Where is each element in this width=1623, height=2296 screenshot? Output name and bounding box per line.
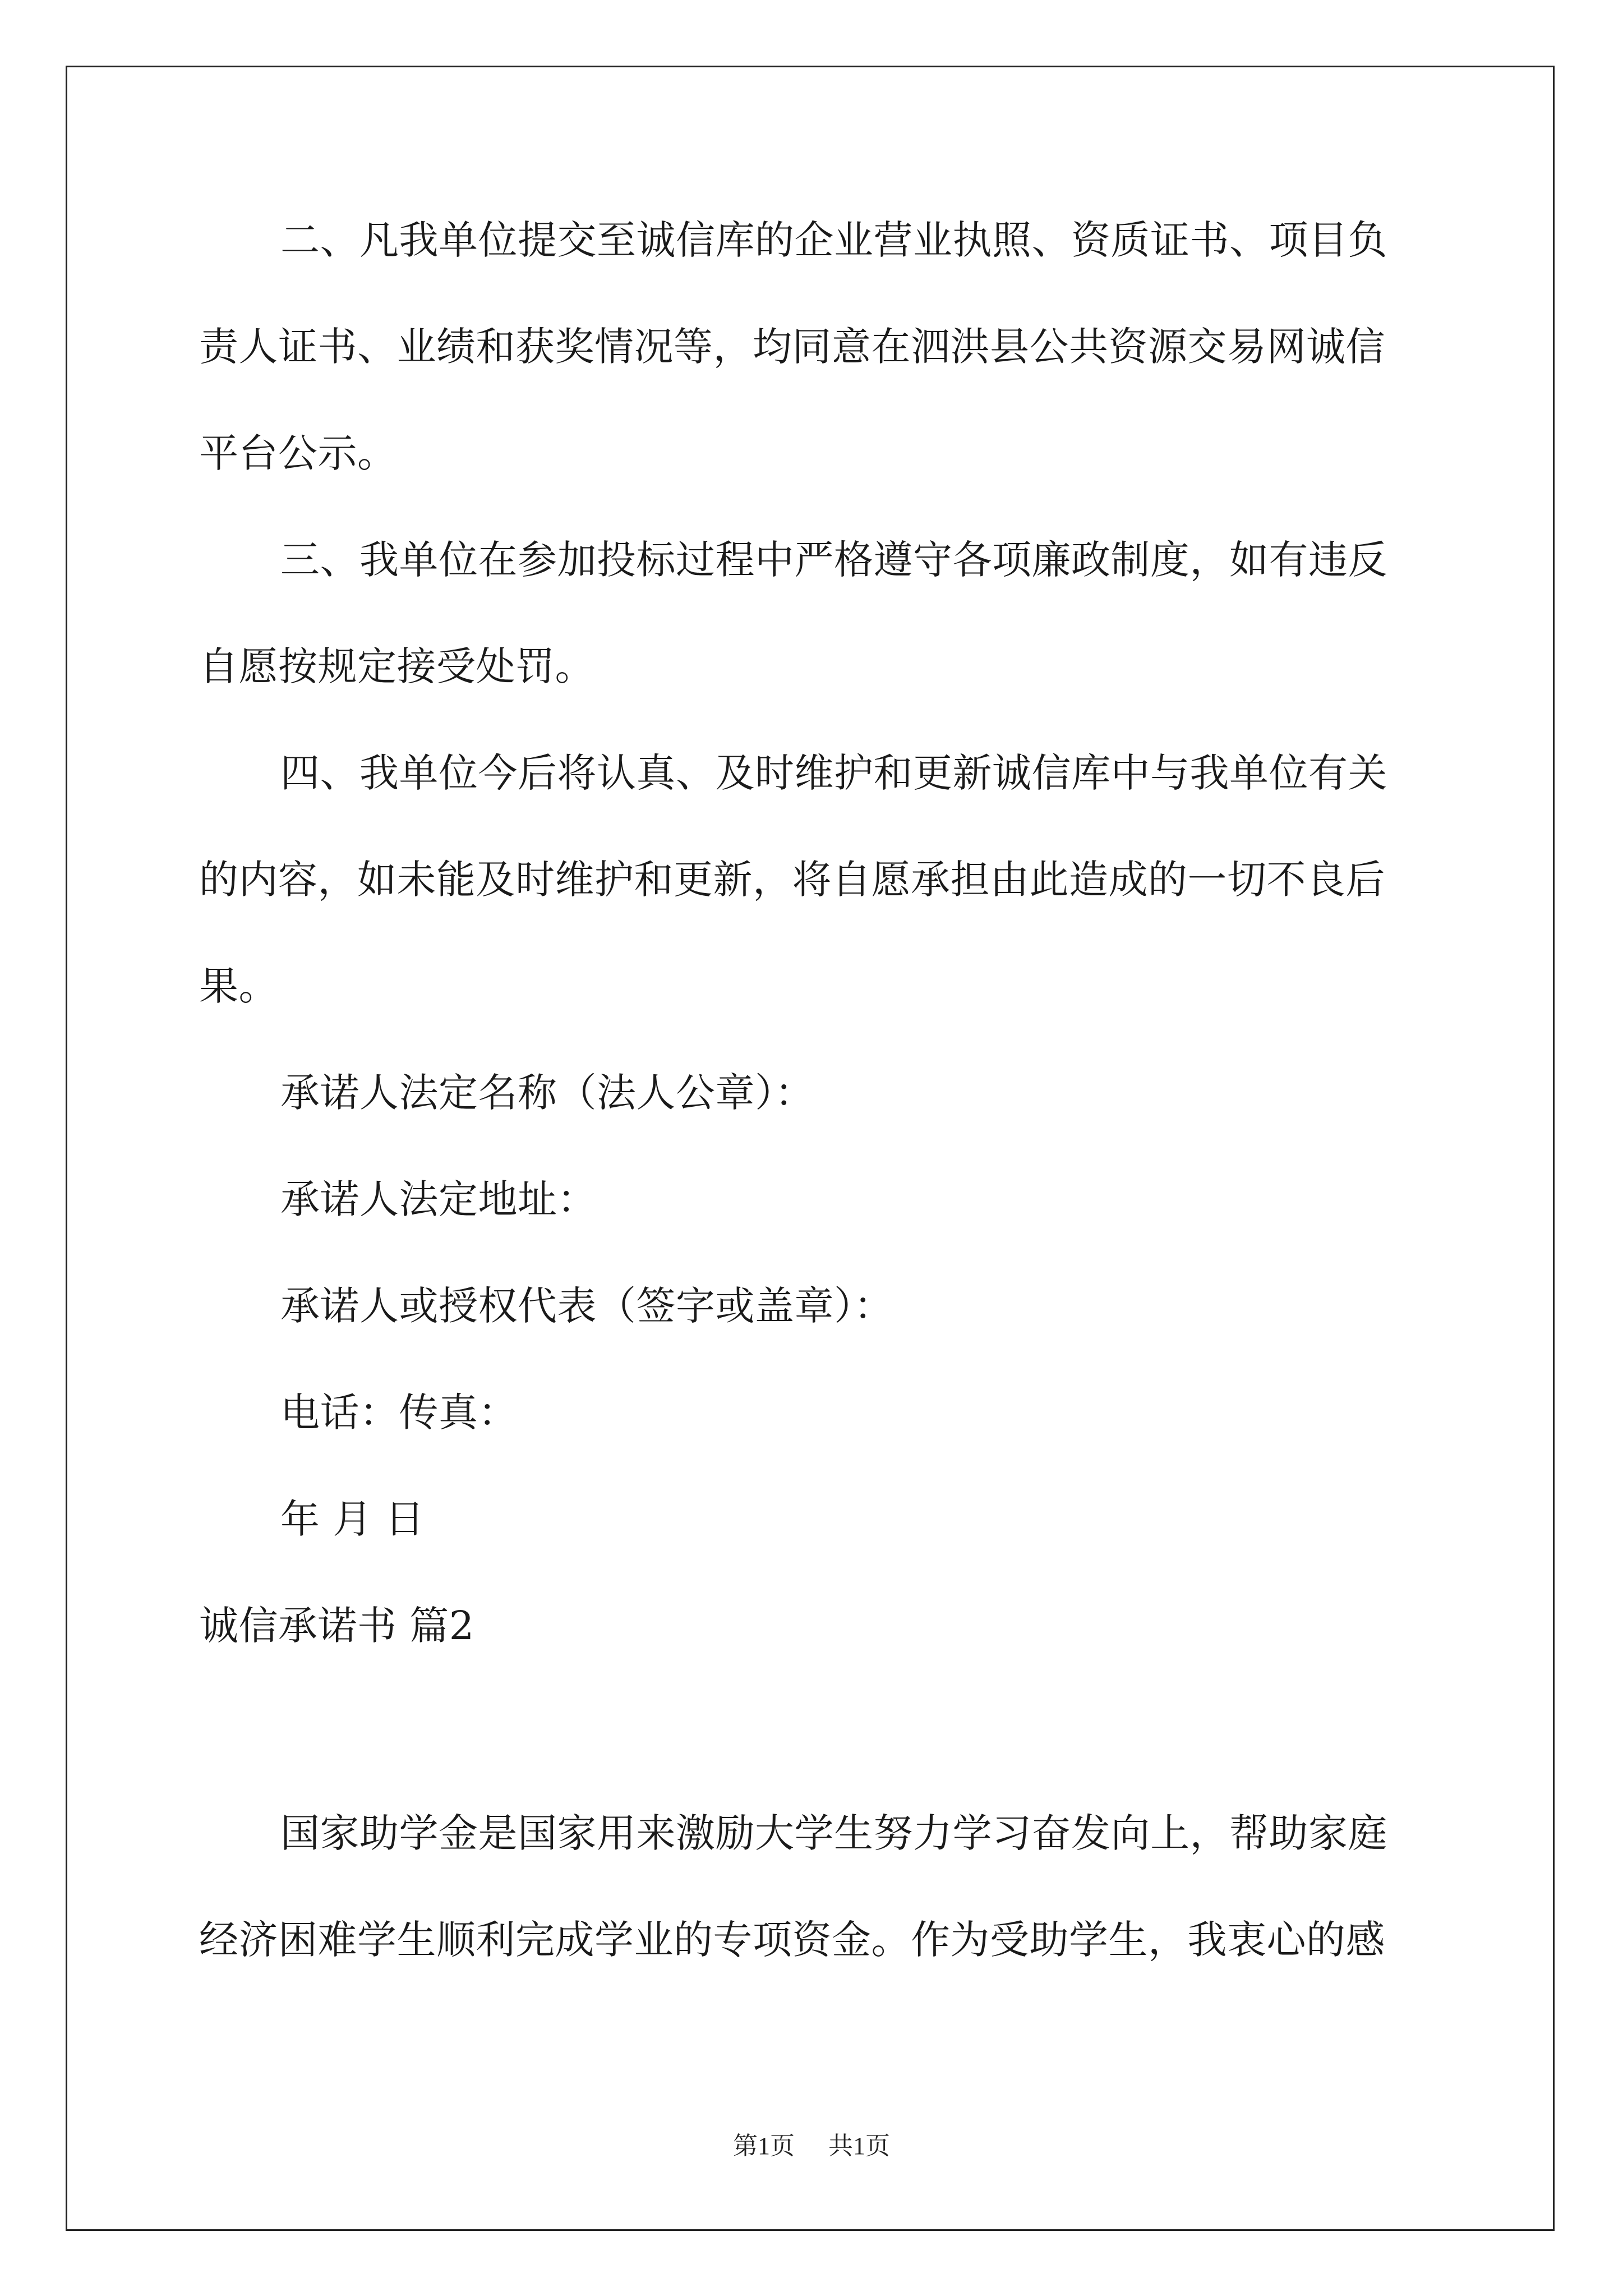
page-total: 共1页 <box>828 2132 890 2160</box>
paragraph-5-line-2: 经济困难学生顺利完成学业的专项资金。作为受助学生，我衷心的感 <box>199 1917 1385 1963</box>
page-footer <box>0 2129 1623 2163</box>
section-heading: 诚信承诺书 篇2 <box>199 1603 474 1649</box>
paragraph-2-line-3: 平台公示。 <box>199 430 397 476</box>
signatory-address-field: 承诺人法定地址： <box>280 1176 597 1222</box>
paragraph-3-line-2: 自愿按规定接受处罚。 <box>199 643 594 689</box>
signatory-signature-field: 承诺人或授权代表（签字或盖章）： <box>280 1283 893 1329</box>
paragraph-4-line-3: 果。 <box>199 963 278 1009</box>
date-field: 年 月 日 <box>280 1496 425 1542</box>
paragraph-3-line-1: 三、我单位在参加投标过程中严格遵守各项廉政制度，如有违反 <box>280 537 1387 583</box>
phone-fax-field: 电话：传真： <box>280 1389 518 1435</box>
paragraph-2-line-1: 二、凡我单位提交至诚信库的企业营业执照、资质证书、项目负 <box>280 217 1387 263</box>
page-border <box>66 66 1555 2231</box>
page-number: 第1页 <box>733 2132 795 2160</box>
paragraph-4-line-1: 四、我单位今后将认真、及时维护和更新诚信库中与我单位有关 <box>280 750 1387 796</box>
paragraph-2-line-2: 责人证书、业绩和获奖情况等，均同意在泗洪县公共资源交易网诚信 <box>199 324 1385 370</box>
signatory-name-field: 承诺人法定名称（法人公章）： <box>280 1070 814 1116</box>
paragraph-4-line-2: 的内容，如未能及时维护和更新，将自愿承担由此造成的一切不良后 <box>199 857 1385 903</box>
paragraph-5-line-1: 国家助学金是国家用来激励大学生努力学习奋发向上，帮助家庭 <box>280 1810 1387 1856</box>
